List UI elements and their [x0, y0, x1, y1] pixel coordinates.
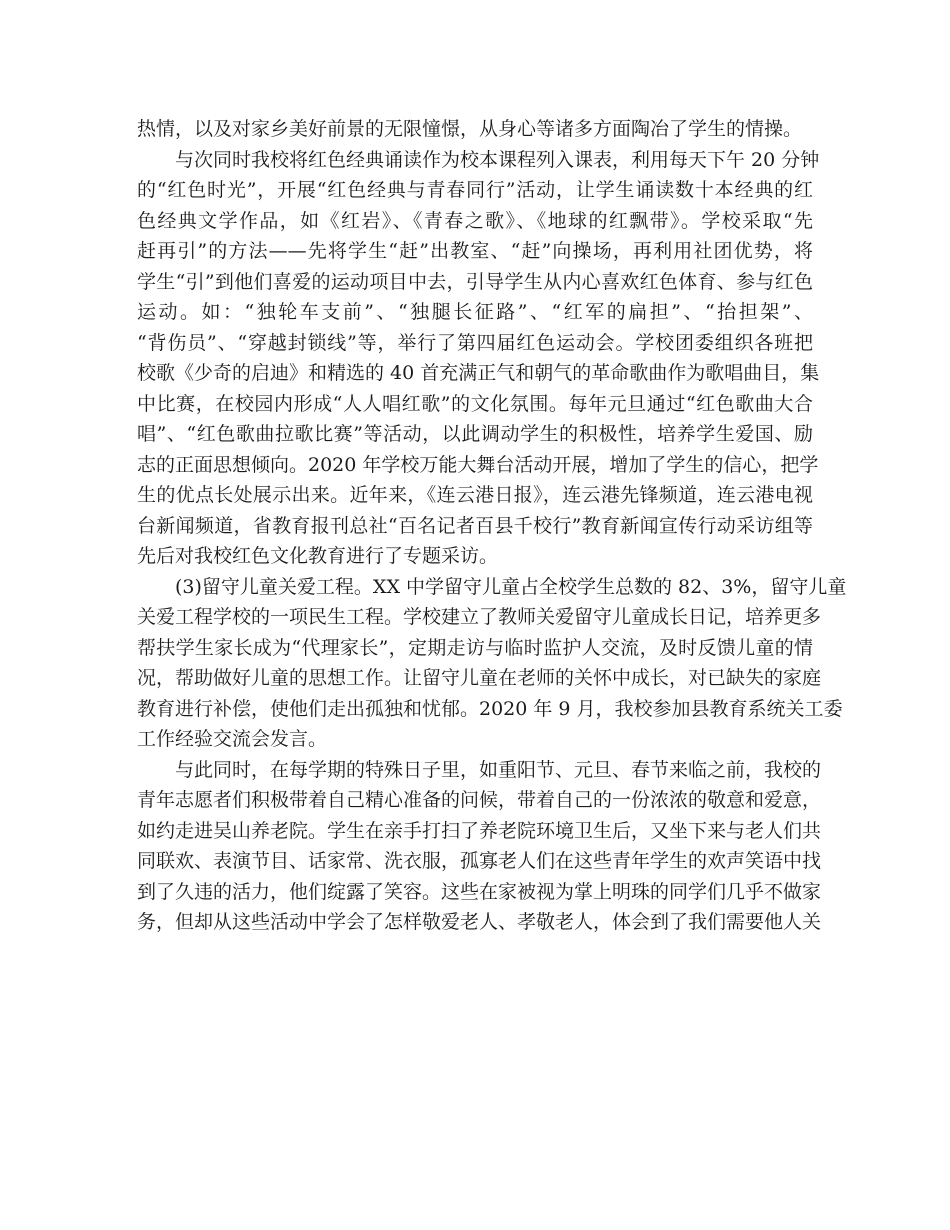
text-line: 唱”、“红色歌曲拉歌比赛”等活动，以此调动学生的积极性，培养学生爱国、励 — [137, 423, 813, 445]
paragraph — [137, 572, 847, 755]
text-line: 先后对我校红色文化教育进行了专题采访。 — [137, 545, 499, 567]
text-line: 青年志愿者们积极带着自己精心准备的问候，带着自己的一份浓浓的敬意和爱意， — [137, 789, 822, 811]
text-line: 中比赛，在校园内形成“人人唱红歌”的文化氛围。每年元旦通过“红色歌曲大合 — [137, 392, 813, 415]
text-line: 教育进行补偿，使他们走出孤独和忧郁。2020 年 9 月，我校参加县教育系统关工委 — [137, 697, 843, 720]
text-line: “背伤员”、“穿越封锁线”等，举行了第四届红色运动会。学校团委组织各班把 — [137, 331, 813, 354]
text-line: 工作经验交流会发言。 — [137, 728, 328, 750]
text-line: 的“红色时光”，开展“红色经典与青春同行”活动，让学生诵读数十本经典的红 — [137, 179, 813, 201]
text-line: 运动。如：“独轮车支前”、“独腿长征路”、“红军的扁担”、“抬担架”、 — [137, 301, 813, 323]
text-line: 生的优点长处展示出来。近年来，《连云港日报》，连云港先锋频道，连云港电视 — [137, 484, 813, 506]
paragraph — [137, 114, 813, 145]
text-line: 到了久违的活力，他们绽露了笑容。这些在家被视为掌上明珠的同学们几乎不做家 — [137, 880, 822, 903]
text-line: 如约走进吴山养老院。学生在亲手打扫了养老院环境卫生后，又坐下来与老人们共 — [137, 819, 822, 842]
text-line: 务，但却从这些活动中学会了怎样敬爱老人、孝敬老人，体会到了我们需要他人关 — [137, 911, 822, 933]
text-line: 台新闻频道，省教育报刊总社“百名记者百县千校行”教育新闻宣传行动采访组等 — [137, 514, 813, 537]
paragraph — [137, 755, 822, 938]
text-line: 热情，以及对家乡美好前景的无限憧憬，从身心等诸多方面陶冶了学生的情操。 — [137, 118, 803, 140]
text-line: 况，帮助做好儿童的思想工作。让留守儿童在老师的关怀中成长，对已缺失的家庭 — [137, 667, 822, 689]
text-line: 与次同时我校将红色经典诵读作为校本课程列入课表，利用每天下午 20 分钟 — [175, 148, 820, 171]
text-line: 校歌《少奇的启迪》和精选的 40 首充满正气和朝气的革命歌曲作为歌唱曲目，集 — [137, 362, 820, 384]
text-line: 帮扶学生家长成为“代理家长”，定期走访与临时监护人交流，及时反馈儿童的情 — [137, 636, 813, 659]
text-line: 志的正面思想倾向。2020 年学校万能大舞台活动开展，增加了学生的信心，把学 — [137, 453, 819, 476]
text-line: (3)留守儿童关爱工程。XX 中学留守儿童占全校学生总数的 82、3%，留守儿童 — [175, 575, 847, 598]
document-body — [137, 114, 847, 938]
text-line: 同联欢、表演节目、话家常、洗衣服，孤寡老人们在这些青年学生的欢声笑语中找 — [137, 850, 822, 872]
text-line: 与此同时，在每学期的特殊日子里，如重阳节、元旦、春节来临之前，我校的 — [175, 758, 822, 781]
text-line: 关爱工程学校的一项民生工程。学校建立了教师关爱留守儿童成长日记，培养更多 — [137, 606, 822, 628]
text-line: 学生“引”到他们喜爱的运动项目中去，引导学生从内心喜欢红色体育、参与红色 — [137, 270, 813, 293]
text-line: 赶再引”的方法——先将学生“赶”出教室、“赶”向操场，再利用社团优势，将 — [137, 240, 813, 262]
paragraph — [137, 145, 820, 572]
text-line: 色经典文学作品，如《红岩》、《青春之歌》、《地球的红飘带》。学校采取“先 — [137, 209, 813, 232]
